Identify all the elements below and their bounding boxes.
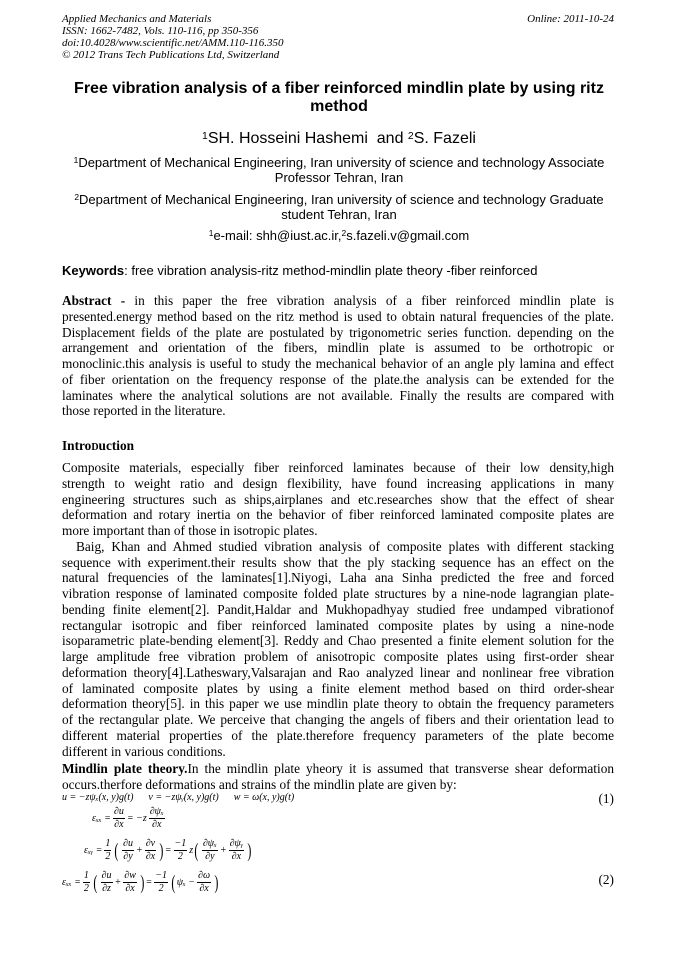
text-line: natural frequencies of the laminates[1].Niyogi, Laha ana Sinha predicted the free and forced bbox=[62, 570, 614, 586]
aff-line: Department of Mechanical Engineering, Iran university of science and technology Associate bbox=[78, 155, 605, 170]
eq-term: + bbox=[135, 844, 143, 856]
abstract-text: in this paper the free vibration analysis of a fiber reinforced mindlin plate is bbox=[125, 293, 614, 308]
aff-line: Department of Mechanical Engineering, Iran university of science and technology Graduate bbox=[79, 192, 604, 207]
mindlin-text: In the mindlin plate yheory it is assumed that transverse shear deformation bbox=[187, 761, 614, 776]
author-name: S. Fazeli bbox=[413, 130, 476, 147]
issn: ISSN: 1662-7482, Vols. 110-116, pp 350-356 bbox=[62, 25, 259, 37]
text-line: vibration response of laminated composite folded plate structures by a nine-node lagrangian plate- bbox=[62, 586, 614, 601]
author-sup: 2 bbox=[407, 131, 414, 142]
heading-part: uction bbox=[98, 438, 135, 453]
text-line: Baig, Khan and Ahmed studied vibration analysis of composite plates with different stacking bbox=[76, 538, 614, 554]
equation-1: u = −zψₓ(x, y)g(t) v = −zψᵧ(x, y)g(t) w = ω(x, y)g(t) bbox=[62, 792, 295, 803]
text-line: laminates where the analytical solutions are not available. Finally the results are compared with bbox=[62, 387, 614, 403]
heading-part: Intro bbox=[62, 438, 92, 453]
eq-term: εₓₓ = bbox=[62, 876, 81, 888]
keywords-label: Keywords bbox=[62, 263, 125, 278]
eq-term: ∂ψₓ bbox=[202, 838, 217, 849]
paper-title bbox=[62, 80, 616, 116]
equation-exx bbox=[92, 806, 167, 831]
text-line: of the rectangular plate. We perceive that changing the angels of fibers and their orientation lead to bbox=[62, 712, 614, 727]
equation-number: (1) bbox=[598, 791, 614, 806]
mindlin-line bbox=[62, 761, 614, 777]
text-line: deformation and rotary inertia on the behavior of fiber reinforced laminated composite plates are bbox=[62, 507, 614, 523]
text-line: strength to weight ratio and design flexibility, have found increasing applications in many bbox=[62, 475, 614, 491]
email-sup: 1 bbox=[208, 228, 214, 238]
eq-term: 2 bbox=[158, 883, 164, 894]
equation-exz: εₓₓ = $\frac{1}{2}$ ( ∂u ∂z + $\frac{\partial w}{\partial x}$ ) = $\frac{-1}{2}$ ( ψₓ − $\frac{\partial\omega}{\partial x}$ ) bbox=[62, 870, 219, 894]
equation-exy: εₓᵧ = $\frac{1}{2}$ ( ∂u ∂y + $\frac{\partial v}{\partial x}$ ) = $\frac{-1}{2}$ z ( ∂ψₓ ∂y + $\frac{\text{∂ψᵧ}}{\partial x}$ ) bbox=[84, 838, 252, 862]
eq-term: = −z bbox=[126, 812, 147, 824]
eq-term: ∂v bbox=[145, 838, 156, 849]
text-line: deformation theory[5]. in this paper we use mindlin plate theory to obtain the frequency parameters bbox=[62, 696, 614, 712]
text-line: isoparametric plate-bending element[3]. Reddy and Chao presented a finite element solution for the bbox=[62, 633, 614, 649]
text-line: presented.energy method based on the ritz method is used to obtain natural frequencies of the plate. bbox=[62, 308, 614, 324]
affiliation-1 bbox=[62, 155, 616, 185]
text-line: deformation theory[4].Latheswary,Valsarajan and Rao analyzed linear and nonlinear free vibration bbox=[62, 664, 614, 680]
text-line: sequence with experiment.their results show that the ply stacking sequence has an effect on the bbox=[62, 554, 614, 570]
eq-term: 2 bbox=[105, 851, 111, 862]
journal-name: Applied Mechanics and Materials bbox=[62, 13, 212, 25]
text-line: Displacement fields of the plate are postulated by trigonometric series function. depending on the bbox=[62, 324, 614, 340]
eq-term: ∂y bbox=[123, 851, 133, 862]
eq-term: ∂x bbox=[145, 851, 156, 862]
eq-term: εₓₓ = bbox=[92, 812, 111, 824]
keywords-text: : free vibration analysis-ritz method-mindlin plate theory -fiber reinforced bbox=[124, 263, 538, 278]
text-line: different material properties of the plate.therefore frequency parameters of the plate become bbox=[62, 727, 614, 743]
eq-term: 1 bbox=[83, 870, 89, 881]
aff-sup: 2 bbox=[74, 192, 80, 202]
email-1: e-mail: shh@iust.ac.ir, bbox=[213, 228, 342, 243]
mindlin-line: occurs.therfore deformations and strains of the mindlin plate are given by: bbox=[62, 776, 457, 792]
introduction-body bbox=[62, 460, 614, 759]
email-2: s.fazeli.v@gmail.com bbox=[346, 228, 470, 243]
eq-term: ∂u bbox=[101, 870, 112, 881]
doi: doi:10.4028/www.scientific.net/AMM.110-116.350 bbox=[62, 37, 284, 49]
text-line: more important than of those in isotropic plates. bbox=[62, 523, 318, 538]
eq-term: ∂u bbox=[113, 806, 124, 817]
eq-term: ∂w bbox=[124, 870, 136, 881]
eq-term: ∂ψᵧ bbox=[229, 838, 244, 849]
eq-term: ∂y bbox=[205, 851, 215, 862]
abstract-label: Abstract - bbox=[62, 293, 126, 308]
eq-term: ∂x bbox=[199, 883, 209, 894]
text-line: monoclinic.this analysis is useful to study the mechanical behavior of an angle ply lamina and effect bbox=[62, 356, 614, 371]
keywords bbox=[62, 263, 537, 278]
author-sup: 1 bbox=[202, 131, 208, 142]
copyright: © 2012 Trans Tech Publications Ltd, Switzerland bbox=[62, 49, 280, 61]
eq-term: ∂x bbox=[114, 819, 124, 830]
eq-term: = bbox=[164, 844, 172, 856]
text-line: Composite materials, especially fiber reinforced laminates because of their low density,high bbox=[62, 460, 614, 475]
eq-term: ψₓ − bbox=[176, 876, 196, 888]
aff-line: Professor Tehran, Iran bbox=[274, 170, 404, 185]
section-heading-introduction bbox=[62, 438, 134, 456]
online-date: Online: 2011-10-24 bbox=[527, 13, 614, 25]
email-sup: 2 bbox=[341, 228, 347, 238]
title-line: Free vibration analysis of a fiber reinforced mindlin plate by using ritz bbox=[74, 80, 604, 97]
eq-term: ∂z bbox=[102, 883, 111, 894]
eq-term: εₓᵧ = bbox=[84, 844, 103, 856]
eq-term: ∂u bbox=[123, 838, 133, 849]
eq-term: −1 bbox=[155, 870, 168, 881]
text-line: engineering structures such as ships,airplanes and etc.researches show that the effect of shear bbox=[62, 491, 614, 507]
text-line: of laminated composite plates by using a finite element method based on third order-shear bbox=[62, 680, 614, 696]
authors bbox=[62, 130, 616, 148]
eq-term: −1 bbox=[174, 838, 187, 849]
eq-term: = bbox=[145, 876, 153, 888]
text-line: those reported in the literature. bbox=[62, 403, 226, 419]
eq-term: ∂ψₓ bbox=[149, 806, 164, 817]
author-name: SH. Hosseini Hashemi and bbox=[207, 130, 408, 147]
mindlin-section bbox=[62, 761, 614, 793]
abstract-line bbox=[62, 293, 614, 309]
email bbox=[62, 228, 616, 243]
abstract bbox=[62, 293, 614, 419]
text-line: arrangement and orientation of the fibers, mindlin plate is assumed to be orthotropic or bbox=[62, 340, 614, 356]
eq-term: 1 bbox=[105, 838, 111, 849]
text-line: different in various conditions. bbox=[62, 743, 226, 759]
affiliation-2 bbox=[62, 192, 616, 222]
aff-line: student Tehran, Iran bbox=[281, 207, 397, 222]
text-line: of fiber orientation on the frequency response of the plate.the analysis can be extended for the bbox=[62, 371, 614, 387]
eq-term: z bbox=[189, 844, 194, 856]
eq-term: ∂ω bbox=[198, 870, 211, 881]
eq-term: + bbox=[114, 876, 122, 888]
heading-part: D bbox=[91, 442, 99, 453]
eq-term: ∂x bbox=[125, 883, 135, 894]
title-line: method bbox=[310, 98, 368, 115]
eq-term: 2 bbox=[177, 851, 183, 862]
journal-header bbox=[62, 13, 284, 61]
eq-term: ∂x bbox=[231, 851, 242, 862]
eq-term: 2 bbox=[83, 883, 89, 894]
mindlin-heading: Mindlin plate theory. bbox=[62, 761, 188, 776]
text-line: rectangular isotropic and fiber reinforced laminated composite plates by using a nine-node bbox=[62, 617, 614, 633]
equation-number: (2) bbox=[598, 872, 614, 887]
aff-sup: 1 bbox=[73, 155, 79, 165]
eq-term: ∂x bbox=[152, 819, 162, 830]
text-line: large amplitude free vibration problem of anisotropic composite plates using first-order shear bbox=[62, 649, 614, 664]
eq-term: + bbox=[219, 844, 227, 856]
text-line: bending finite element[2]. Pandit,Haldar and Mukhopadhyay studied free undamped vibrationof bbox=[62, 601, 614, 617]
